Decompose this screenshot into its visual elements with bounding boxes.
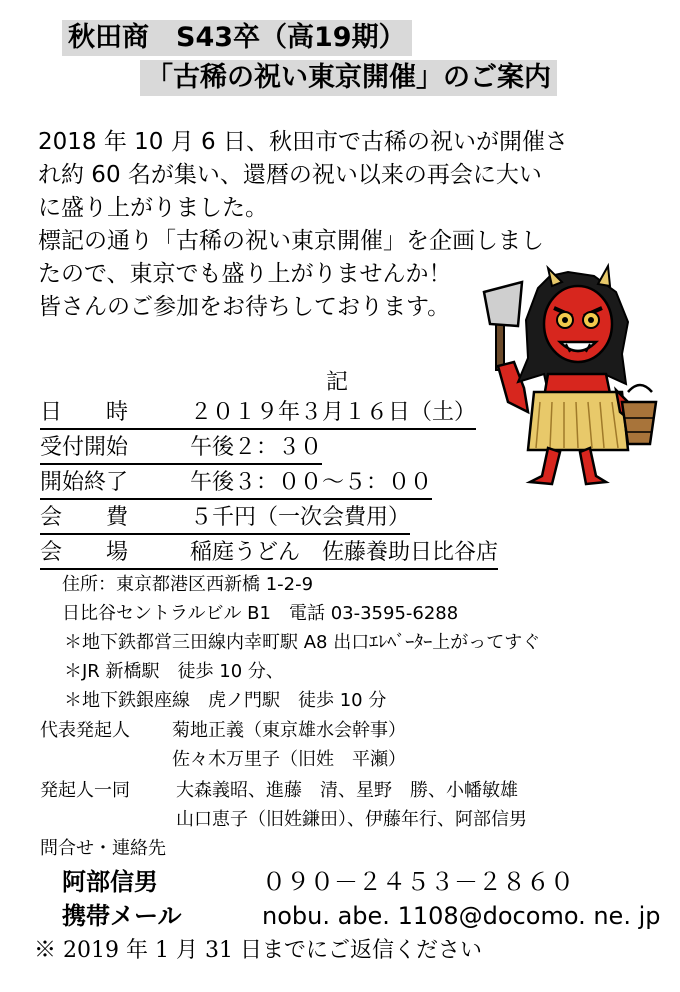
detail-label: 開始終了: [40, 470, 129, 495]
detail-value: 稲庭うどん 佐藤養助日比谷店: [190, 540, 499, 565]
intro-line: たので、東京でも盛り上がりませんか！: [38, 261, 452, 287]
detail-value: 午後３：００～５：００: [190, 470, 433, 495]
rep-label: 代表発起人: [40, 720, 130, 741]
access-line: ＊地下鉄都営三田線内幸町駅 A8 出口ｴﾚﾍﾞｰﾀｰ上がってすぐ: [64, 632, 541, 653]
detail-label: 日 時: [40, 400, 129, 425]
ki-heading: 記: [326, 370, 349, 395]
access-line: ＊JR 新橋駅 徒歩 10 分、: [64, 661, 284, 682]
organizers-names: 山口恵子（旧姓鎌田）、伊藤年行、阿部信男: [176, 809, 527, 830]
detail-value: ２０１９年３月１６日（土）: [190, 400, 477, 425]
detail-reception: [40, 433, 322, 465]
title-line-1: 秋田商 S43卒（高19期）: [62, 20, 412, 56]
rep-name: 佐々木万里子（旧姓 平瀬）: [172, 749, 406, 770]
title-line-2: 「古稀の祝い東京開催」のご案内: [140, 60, 557, 96]
contact-name: 阿部信男: [62, 868, 158, 896]
access-line: ＊地下鉄銀座線 虎ノ門駅 徒歩 10 分: [64, 690, 387, 711]
contact-label: 問合せ・連絡先: [40, 838, 166, 859]
detail-label: 会 場: [40, 540, 129, 565]
contact-phone: ０９０－２４５３－２８６０: [262, 868, 574, 896]
intro-line: に盛り上がりました。: [38, 195, 268, 221]
organizers-label: 発起人一同: [40, 780, 130, 801]
contact-mail: nobu. abe. 1108@docomo. ne. jp: [262, 902, 661, 930]
detail-fee: [40, 503, 410, 535]
deadline-note: ※ 2019 年 1 月 31 日までにご返信ください: [34, 938, 482, 963]
knife-icon: [484, 282, 522, 370]
intro-line: 皆さんのご参加をお待ちしております。: [38, 294, 451, 320]
detail-label: 会 費: [40, 505, 129, 530]
intro-line: 2018 年 10 月 6 日、秋田市で古稀の祝いが開催さ: [38, 129, 568, 155]
organizers-names: 大森義昭、進藤 清、星野 勝、小幡敏雄: [176, 780, 518, 801]
detail-value: 午後２：３０: [190, 435, 323, 460]
bucket-icon: [622, 385, 656, 444]
namahage-oni-illustration: [478, 262, 658, 494]
face-icon: [544, 286, 612, 362]
detail-venue: [40, 538, 498, 570]
intro-line: 標記の通り「古稀の祝い東京開催」を企画しまし: [38, 228, 544, 254]
detail-label: 受付開始: [40, 435, 129, 460]
detail-date: [40, 398, 476, 430]
contact-phone-row: [62, 866, 574, 898]
detail-start-end: [40, 468, 432, 500]
contact-mail-row: [62, 900, 660, 932]
rep-name: 菊地正義（東京雄水会幹事）: [172, 720, 406, 741]
intro-line: れ約 60 名が集い、還暦の祝い以来の再会に大い: [38, 162, 542, 188]
straw-skirt-icon: [528, 392, 628, 450]
address-line: 住所：東京都港区西新橋 1-2-9: [62, 574, 314, 595]
contact-mail-label: 携帯メール: [62, 902, 182, 930]
detail-value: ５千円（一次会費用）: [190, 505, 411, 530]
address-line: 日比谷セントラルビル B1 電話 03-3595-6288: [62, 603, 459, 624]
